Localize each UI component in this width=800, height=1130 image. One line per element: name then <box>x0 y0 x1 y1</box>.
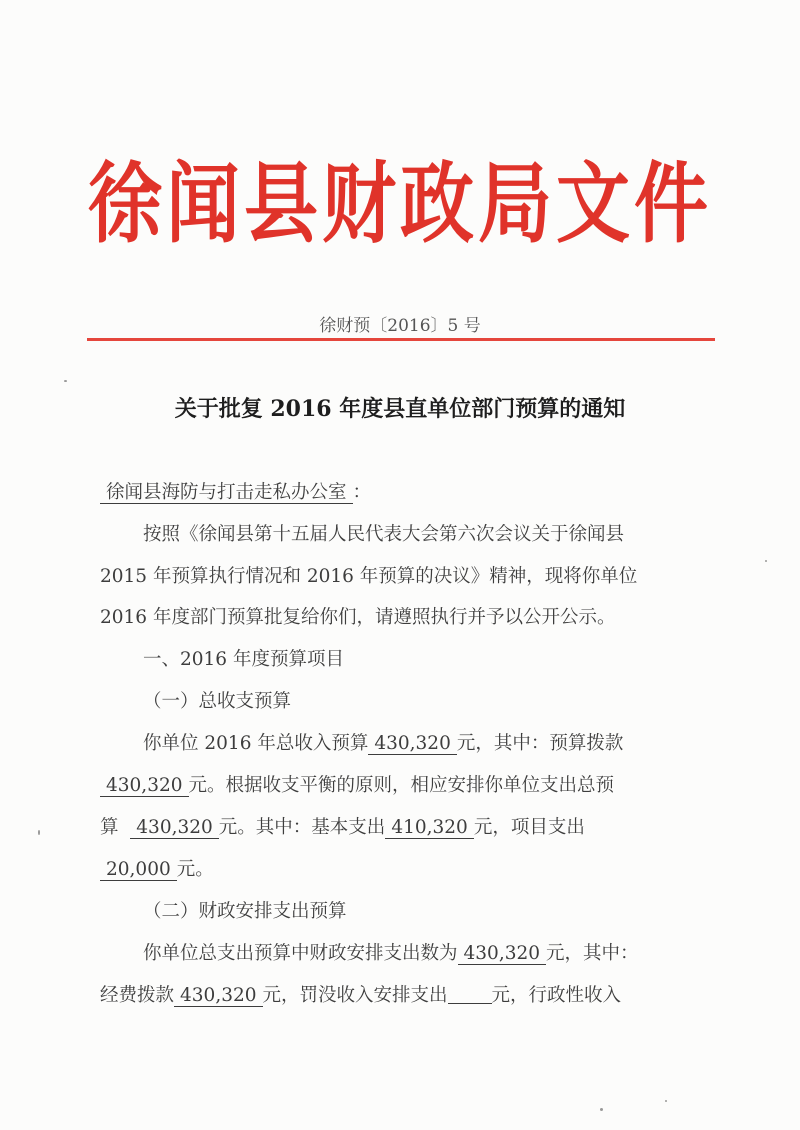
funding-value: 430,320 <box>174 985 263 1007</box>
notice-title: 关于批复 2016 年度县直单位部门预算的通知 <box>174 396 626 422</box>
recipient-name: 徐闻县海防与打击走私办公室 <box>100 482 353 504</box>
penalty-income-blank <box>448 985 492 1005</box>
text: 元，项目支出 <box>473 817 585 838</box>
text: 元，行政性收入 <box>491 985 622 1006</box>
document-header-title: 徐闻县财政局文件 <box>88 153 712 256</box>
text: 元。其中：基本支出 <box>218 817 386 838</box>
scan-speck <box>665 1100 667 1102</box>
text: 元，其中： <box>546 943 639 964</box>
subsection-2-heading: （二）财政安排支出预算 <box>143 901 347 922</box>
text: 元，其中：预算拨款 <box>456 733 624 754</box>
text: 元。根据收支平衡的原则，相应安排你单位支出总预 <box>188 775 615 796</box>
scan-speck <box>38 830 40 835</box>
document-number: 徐财预〔2016〕5 号 <box>319 316 481 336</box>
recipient-line <box>100 478 371 504</box>
fiscal-expenditure-value: 430,320 <box>458 943 547 965</box>
project-expenditure-value: 20,000 <box>100 859 177 881</box>
intro-line-1: 按照《徐闻县第十五届人民代表大会第六次会议关于徐闻县 <box>143 524 625 545</box>
intro-line-3: 2016 年度部门预算批复给你们，请遵照执行并予以公开公示。 <box>100 607 616 628</box>
text: 你单位总支出预算中财政安排支出数为 <box>143 943 458 964</box>
scan-speck <box>64 380 67 382</box>
red-divider-line <box>87 338 715 341</box>
expenditure-line <box>100 813 585 839</box>
funding-line <box>100 981 621 1007</box>
fiscal-expenditure-line <box>143 939 639 965</box>
appropriation-value: 430,320 <box>100 775 189 797</box>
text: 元。 <box>176 859 214 880</box>
text: 经费拨款 <box>100 985 175 1006</box>
appropriation-line <box>100 771 614 797</box>
text: 你单位 2016 年总收入预算 <box>143 733 369 754</box>
scan-speck <box>600 1108 603 1111</box>
text: 元，罚没收入安排支出 <box>262 985 448 1006</box>
scan-speck <box>765 560 767 562</box>
basic-expenditure-value: 410,320 <box>385 817 474 839</box>
section-1-heading: 一、2016 年度预算项目 <box>143 649 344 670</box>
text: 算 <box>100 817 119 838</box>
subsection-1-heading: （一）总收支预算 <box>143 691 292 712</box>
total-expenditure-value: 430,320 <box>130 817 219 839</box>
total-income-value: 430,320 <box>368 733 457 755</box>
project-expenditure-line <box>100 855 214 881</box>
intro-line-2: 2015 年预算执行情况和 2016 年预算的决议》精神，现将你单位 <box>100 566 638 587</box>
recipient-suffix: ： <box>352 482 372 503</box>
total-income-line <box>143 729 623 755</box>
